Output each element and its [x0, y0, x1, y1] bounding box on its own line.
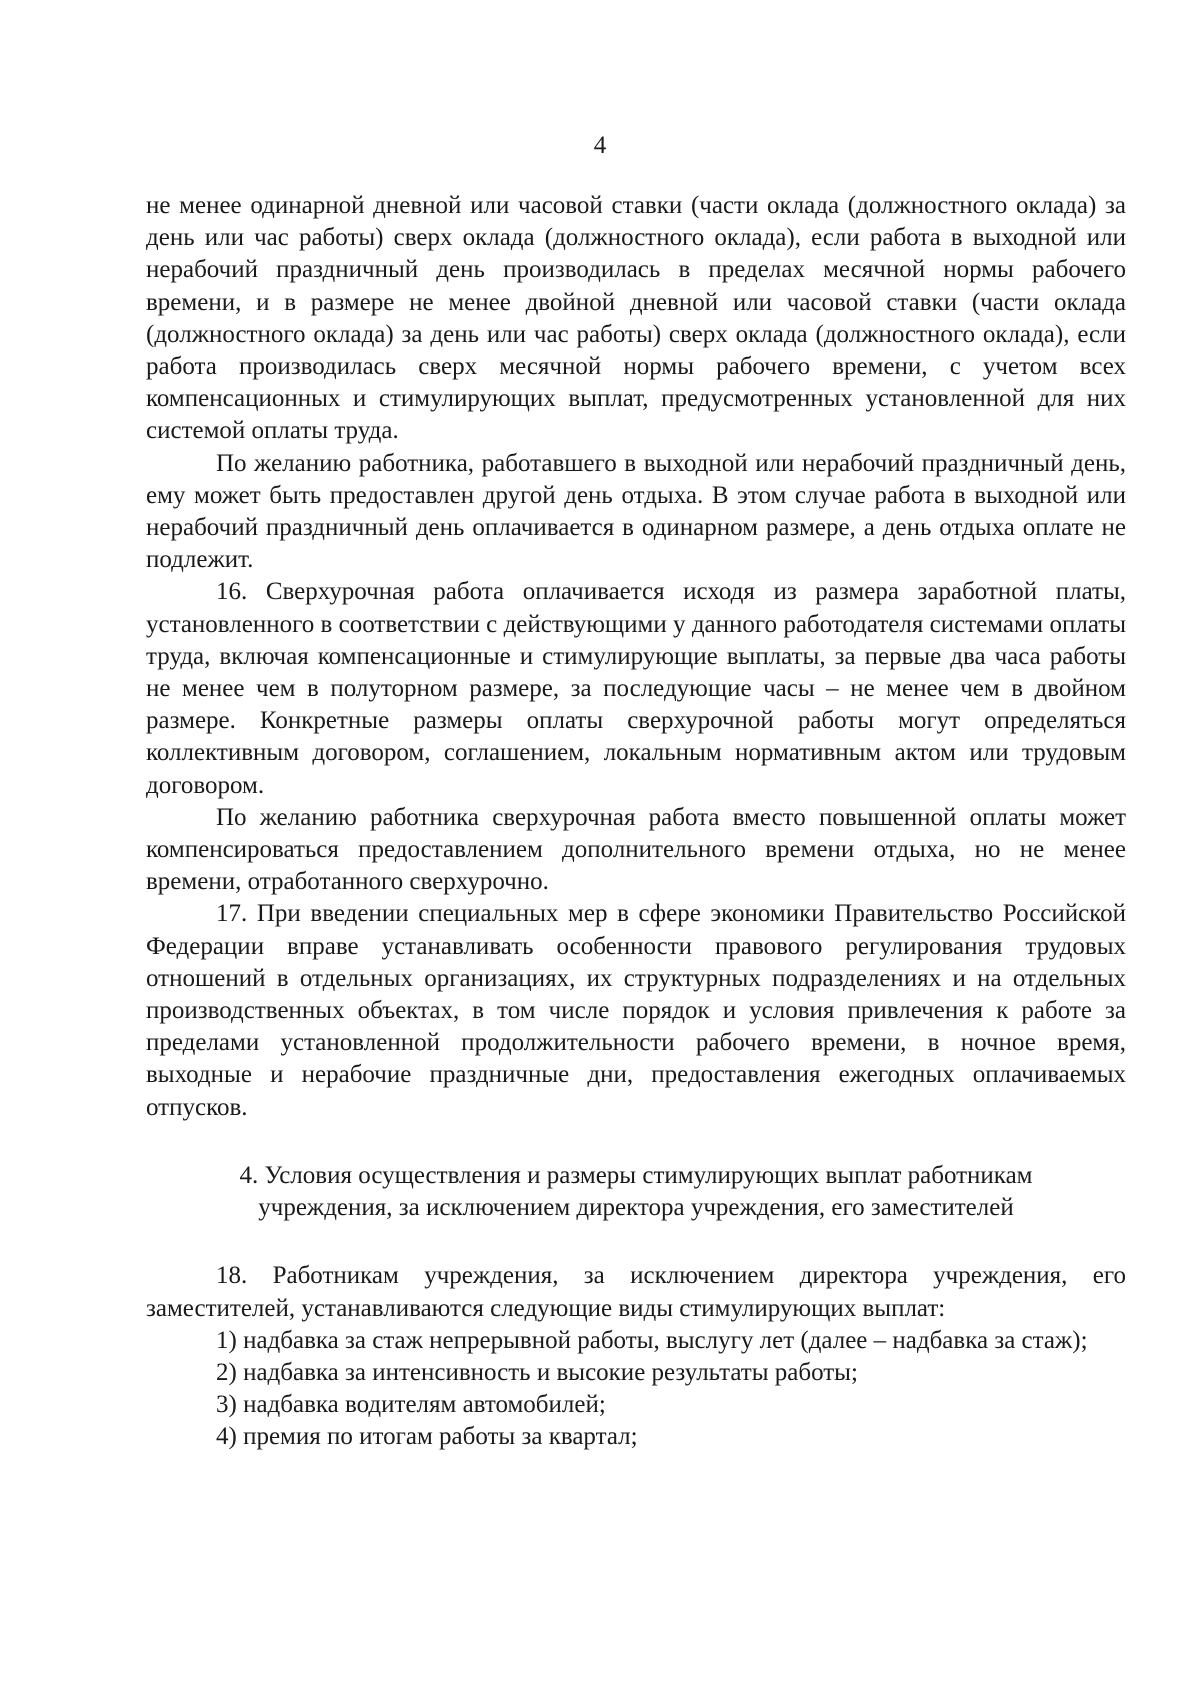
paragraph-item-17: 17. При введении специальных мер в сфере экономики Правительство Российской Федерации вправе устанавливать особенности правового регулирования трудовых отношений в отдельных организациях, их структурных подразделениях и на отдельных производственных объектах, в том числе порядок и условия привлечения к работе за пределами установленной продолжительности рабочего времени, в ночное время, выходные и нерабочие праздничные дни, предоставления ежегодных оплачиваемых отпусков. [146, 900, 1126, 1121]
paragraph-overtime-rest: По желанию работника сверхурочная работа вместо повышенной оплаты может компенсироваться предоставлением дополнительного времени отдыха, но не менее времени, отработанного сверхурочно. [146, 803, 1126, 896]
list-item: 2) надбавка за интенсивность и высокие результаты работы; [216, 1358, 858, 1386]
paragraph-item-18: 18. Работникам учреждения, за исключением директора учреждения, его заместителей, устанавливаются следующие виды стимулирующих выплат: [146, 1262, 1126, 1322]
list-item: 4) премия по итогам работы за квартал; [216, 1423, 638, 1451]
list-item: 3) надбавка водителям автомобилей; [216, 1391, 606, 1419]
document-body [146, 190, 1126, 1454]
list-item: 1) надбавка за стаж непрерывной работы, выслугу лет (далее – надбавка за стаж); [216, 1326, 1088, 1354]
paragraph-item-16: 16. Сверхурочная работа оплачивается исходя из размера заработной платы, установленного в соответствии с действующими у данного работодателя системами оплаты труда, включая компенсационные и стимулирующие выплаты, за первые два часа работы не менее чем в полуторном размере, за последующие часы – не менее чем в двойном размере. Конкретные размеры оплаты сверхурочной работы могут определяться коллективным договором, соглашением, локальным нормативным актом или трудовым договором. [146, 578, 1126, 799]
section-heading: 4. Условия осуществления и размеры стимулирующих выплат работникам учреждения, за исключением директора учреждения, его заместителей [239, 1161, 1033, 1222]
paragraph-continuation: не менее одинарной дневной или часовой ставки (части оклада (должностного оклада) за день или час работы) сверх оклада (должностного оклада), если работа в выходной или нерабочий праздничный день производилась в пределах месячной нормы рабочего времени, и в размере не менее двойной дневной или часовой ставки (части оклада (должностного оклада) за день или час работы) сверх оклада (должностного оклада), если работа производилась сверх месячной нормы рабочего времени, с учетом всех компенсационных и стимулирующих выплат, предусмотренных установленной для них системой оплаты труда. [146, 192, 1126, 445]
paragraph-day-off: По желанию работника, работавшего в выходной или нерабочий праздничный день, ему может быть предоставлен другой день отдыха. В этом случае работа в выходной или нерабочий праздничный день оплачивается в одинарном размере, а день отдыха оплате не подлежит. [146, 449, 1126, 574]
page-number: 4 [593, 132, 607, 159]
